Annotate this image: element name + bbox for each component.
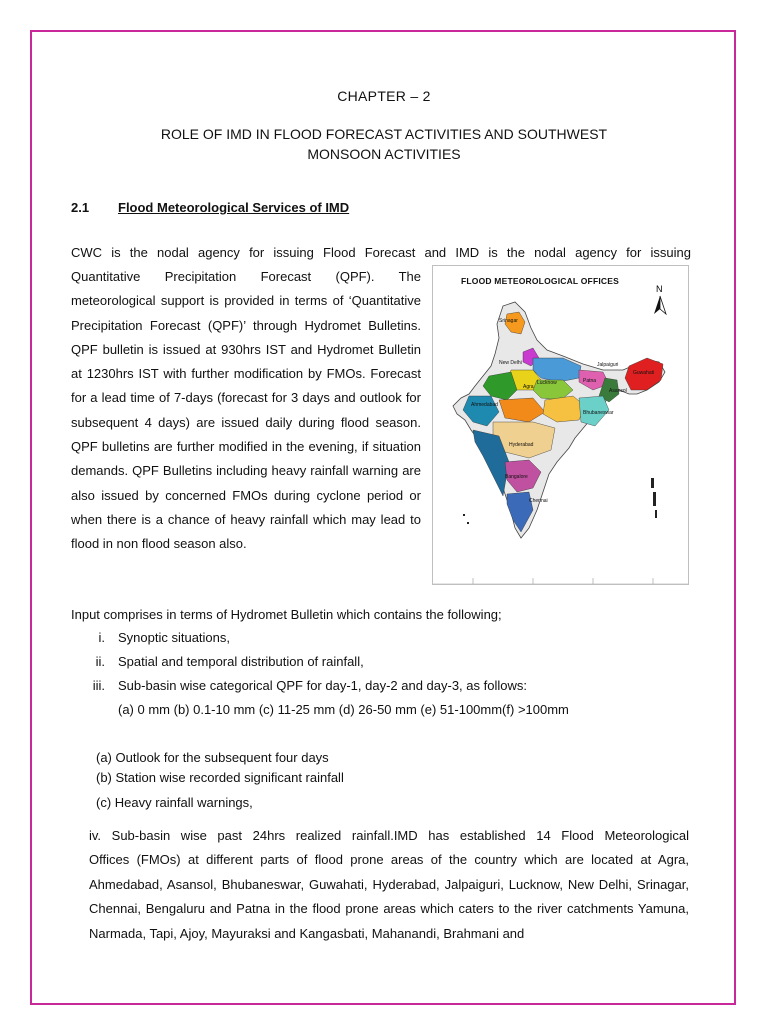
- city-label: Bhubaneswar: [583, 410, 614, 416]
- city-label: Guwahati: [633, 370, 655, 376]
- sub-list-item: (b) Station wise recorded significant rainfall: [96, 770, 344, 785]
- paragraph-2: Input comprises in terms of Hydromet Bulletin which contains the following;: [71, 607, 502, 622]
- chapter-title-line-1: ROLE OF IMD IN FLOOD FORECAST ACTIVITIES AND SOUTHWEST: [160, 126, 608, 142]
- list-item-text: Spatial and temporal distribution of rainfall,: [118, 654, 364, 669]
- chapter-title-line-2: MONSOON ACTIVITIES: [307, 146, 461, 162]
- city-label: Asansol: [609, 388, 627, 394]
- flood-offices-map: [432, 265, 689, 585]
- city-label: Chennai: [529, 498, 548, 504]
- qpf-categories: (a) 0 mm (b) 0.1-10 mm (c) 11-25 mm (d) 26-50 mm (e) 51-100mm(f) >100mm: [118, 702, 569, 717]
- city-label: Srinagar: [499, 318, 518, 324]
- section-number: 2.1: [71, 200, 90, 215]
- list-item-number: ii.: [95, 654, 105, 669]
- paragraph-1-body: Quantitative Precipitation Forecast (QPF). The meteorological support is provided in terms of ‘Quantitative Precipitation Forecast (QPF)’ through Hydromet Bulletins. QPF bulletin is issued at 930hrs IST and Hydromet Bulletin at 1230hrs IST with further modification by FMOs. Forecast for a lead time of 7-days (forecast for 3 days and outlook for subsequent 4 days) are issued daily during flood season. QPF bulletins are further modified in the evening, if situation demands. QPF Bulletins including heavy rainfall warning are also issued by concerned FMOs during cyclone period or when there is a chance of heavy rainfall which may lead to flood in non flood season also.: [71, 269, 421, 552]
- paragraph-3: [89, 824, 689, 946]
- india-map-graphic: [433, 266, 688, 584]
- paragraph-1-first-line: CWC is the nodal agency for issuing Flood Forecast and IMD is the nodal agency for issuing: [71, 245, 691, 260]
- list-item-text: Synoptic situations,: [118, 630, 231, 645]
- sub-list-item: (c) Heavy rainfall warnings,: [96, 795, 253, 810]
- chapter-heading: CHAPTER – 2: [337, 88, 431, 104]
- list-item-number: i.: [98, 630, 105, 645]
- city-label: Agra: [523, 384, 534, 390]
- city-label: New Delhi: [499, 360, 522, 366]
- city-label: Patna: [583, 378, 597, 384]
- paragraph-3-first-line: iv. Sub-basin wise past 24hrs realized rainfall.IMD has established 14 Flood Meteorological: [89, 828, 689, 843]
- map-title: FLOOD METEOROLOGICAL OFFICES: [461, 276, 619, 286]
- section-heading: Flood Meteorological Services of IMD: [118, 200, 350, 215]
- north-label: N: [656, 284, 663, 294]
- city-label: Lucknow: [537, 380, 557, 386]
- north-arrow-icon: [654, 284, 666, 314]
- list-item-text: Sub-basin wise categorical QPF for day-1, day-2 and day-3, as follows:: [118, 678, 527, 693]
- city-label: Jalpaiguri: [597, 362, 619, 368]
- city-label: Bangalore: [505, 474, 528, 480]
- list-item-number: iii.: [92, 678, 105, 693]
- city-label: Ahmedabad: [471, 402, 498, 408]
- chapter-title: [120, 124, 648, 164]
- paragraph-3-body: Offices (FMOs) at different parts of flood prone areas of the country which are located at Agra, Ahmedabad, Asansol, Bhubaneswar, Guwahati, Hyderabad, Jalpaiguri, Lucknow, New Delhi, Srinagar, Chennai, Bengaluru and Patna in the flood prone areas which caters to the river catchments Yamuna, Narmada, Tapi, Ajoy, Mayuraksi and Kangasbati, Mahanandi, Brahmani and: [89, 852, 689, 941]
- city-label: Hyderabad: [509, 442, 534, 448]
- sub-list-item: (a) Outlook for the subsequent four days: [96, 750, 329, 765]
